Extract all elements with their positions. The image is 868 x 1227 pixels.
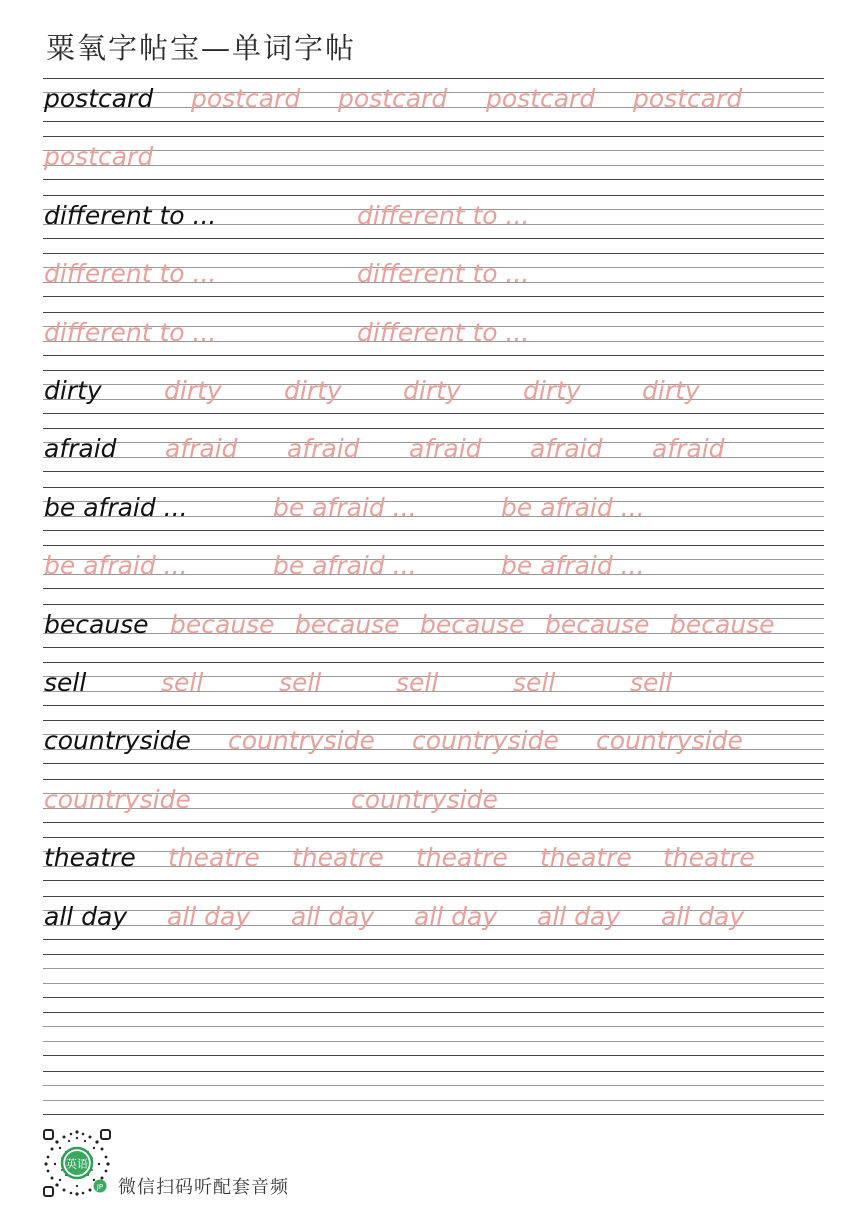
ruled-line bbox=[43, 1055, 824, 1056]
ruled-line bbox=[43, 1100, 824, 1101]
ruled-line bbox=[43, 253, 824, 254]
model-word: sell bbox=[44, 668, 87, 697]
tracing-word: postcard bbox=[191, 84, 301, 113]
ruled-line bbox=[43, 1071, 824, 1072]
tracing-word: sell bbox=[630, 668, 673, 697]
tracing-word: because bbox=[670, 610, 775, 639]
ruled-line bbox=[43, 179, 824, 180]
tracing-word: different to ... bbox=[44, 259, 217, 288]
tracing-word: countryside bbox=[596, 726, 743, 755]
ruled-line bbox=[43, 896, 824, 897]
tracing-word: countryside bbox=[228, 726, 375, 755]
tracing-word: theatre bbox=[292, 843, 384, 872]
ruled-line bbox=[43, 413, 824, 414]
tracing-word: all day bbox=[291, 902, 375, 931]
ruled-line bbox=[43, 121, 824, 122]
tracing-word: afraid bbox=[165, 434, 238, 463]
ruled-line bbox=[43, 1114, 824, 1115]
ruled-line bbox=[43, 880, 824, 881]
practice-row bbox=[43, 1071, 824, 1114]
tracing-word: postcard bbox=[44, 142, 154, 171]
ruled-line bbox=[43, 837, 824, 838]
tracing-word: afraid bbox=[530, 434, 603, 463]
ruled-line bbox=[43, 165, 824, 166]
tracing-word: sell bbox=[161, 668, 204, 697]
tracing-word: different to ... bbox=[357, 318, 530, 347]
tracing-word: all day bbox=[537, 902, 621, 931]
tracing-word: different to ... bbox=[357, 201, 530, 230]
footer-scan-hint: 微信扫码听配套音频 bbox=[118, 1177, 289, 1198]
ruled-line bbox=[43, 954, 824, 955]
model-word: postcard bbox=[44, 84, 154, 113]
tracing-word: because bbox=[170, 610, 275, 639]
ruled-line bbox=[43, 647, 824, 648]
ruled-line bbox=[43, 136, 824, 137]
tracing-word: postcard bbox=[486, 84, 596, 113]
ruled-line bbox=[43, 530, 824, 531]
tracing-word: all day bbox=[661, 902, 745, 931]
tracing-word: sell bbox=[396, 668, 439, 697]
tracing-word: countryside bbox=[44, 785, 191, 814]
tracing-word: be afraid ... bbox=[273, 493, 417, 522]
tracing-word: be afraid ... bbox=[273, 551, 417, 580]
tracing-word: dirty bbox=[164, 376, 222, 405]
tracing-word: different to ... bbox=[357, 259, 530, 288]
model-word: all day bbox=[44, 902, 128, 931]
tracing-word: dirty bbox=[284, 376, 342, 405]
ruled-line bbox=[43, 705, 824, 706]
ruled-line bbox=[43, 997, 824, 998]
ruled-line bbox=[43, 1012, 824, 1013]
tracing-word: postcard bbox=[338, 84, 448, 113]
practice-row bbox=[43, 954, 824, 997]
ruled-line bbox=[43, 588, 824, 589]
tracing-word: be afraid ... bbox=[501, 551, 645, 580]
ruled-line bbox=[43, 720, 824, 721]
model-word: theatre bbox=[44, 843, 136, 872]
svg-text:英语: 英语 bbox=[66, 1157, 88, 1171]
page-title: 粟氧字帖宝—单词字帖 bbox=[46, 31, 357, 65]
ruled-line bbox=[43, 471, 824, 472]
model-word: dirty bbox=[44, 376, 102, 405]
ruled-line bbox=[43, 662, 824, 663]
model-word: afraid bbox=[44, 434, 117, 463]
tracing-word: because bbox=[545, 610, 650, 639]
ruled-line bbox=[43, 983, 824, 984]
tracing-word: be afraid ... bbox=[501, 493, 645, 522]
ruled-line bbox=[43, 1041, 824, 1042]
ruled-line bbox=[43, 428, 824, 429]
tracing-word: postcard bbox=[633, 84, 743, 113]
model-word: because bbox=[44, 610, 149, 639]
model-word: be afraid ... bbox=[44, 493, 188, 522]
ruled-line bbox=[43, 370, 824, 371]
ruled-line bbox=[43, 312, 824, 313]
model-word: different to ... bbox=[44, 201, 217, 230]
ruled-line bbox=[43, 355, 824, 356]
tracing-word: theatre bbox=[168, 843, 260, 872]
tracing-word: all day bbox=[167, 902, 251, 931]
ruled-line bbox=[43, 939, 824, 940]
tracing-word: because bbox=[295, 610, 400, 639]
ruled-line bbox=[43, 238, 824, 239]
tracing-word: dirty bbox=[523, 376, 581, 405]
model-word: countryside bbox=[44, 726, 191, 755]
tracing-word: theatre bbox=[540, 843, 632, 872]
tracing-word: because bbox=[420, 610, 525, 639]
tracing-word: sell bbox=[279, 668, 322, 697]
ruled-line bbox=[43, 78, 824, 79]
ruled-line bbox=[43, 296, 824, 297]
ruled-line bbox=[43, 968, 824, 969]
ruled-line bbox=[43, 822, 824, 823]
ruled-line bbox=[43, 604, 824, 605]
ruled-line bbox=[43, 150, 824, 151]
ruled-line bbox=[43, 779, 824, 780]
tracing-word: afraid bbox=[652, 434, 725, 463]
ruled-line bbox=[43, 1085, 824, 1086]
tracing-word: different to ... bbox=[44, 318, 217, 347]
practice-row bbox=[43, 1012, 824, 1055]
ruled-line bbox=[43, 195, 824, 196]
tracing-word: sell bbox=[513, 668, 556, 697]
tracing-word: countryside bbox=[412, 726, 559, 755]
tracing-word: all day bbox=[414, 902, 498, 931]
tracing-word: be afraid ... bbox=[44, 551, 188, 580]
ruled-line bbox=[43, 545, 824, 546]
tracing-word: afraid bbox=[287, 434, 360, 463]
tracing-word: theatre bbox=[416, 843, 508, 872]
ruled-line bbox=[43, 487, 824, 488]
qr-code-icon[interactable] bbox=[42, 1128, 112, 1198]
tracing-word: countryside bbox=[351, 785, 498, 814]
svg-text:JP: JP bbox=[96, 1183, 104, 1191]
tracing-word: dirty bbox=[403, 376, 461, 405]
tracing-word: afraid bbox=[409, 434, 482, 463]
ruled-line bbox=[43, 763, 824, 764]
tracing-word: dirty bbox=[642, 376, 700, 405]
practice-row bbox=[43, 136, 824, 179]
ruled-line bbox=[43, 1026, 824, 1027]
tracing-word: theatre bbox=[663, 843, 755, 872]
